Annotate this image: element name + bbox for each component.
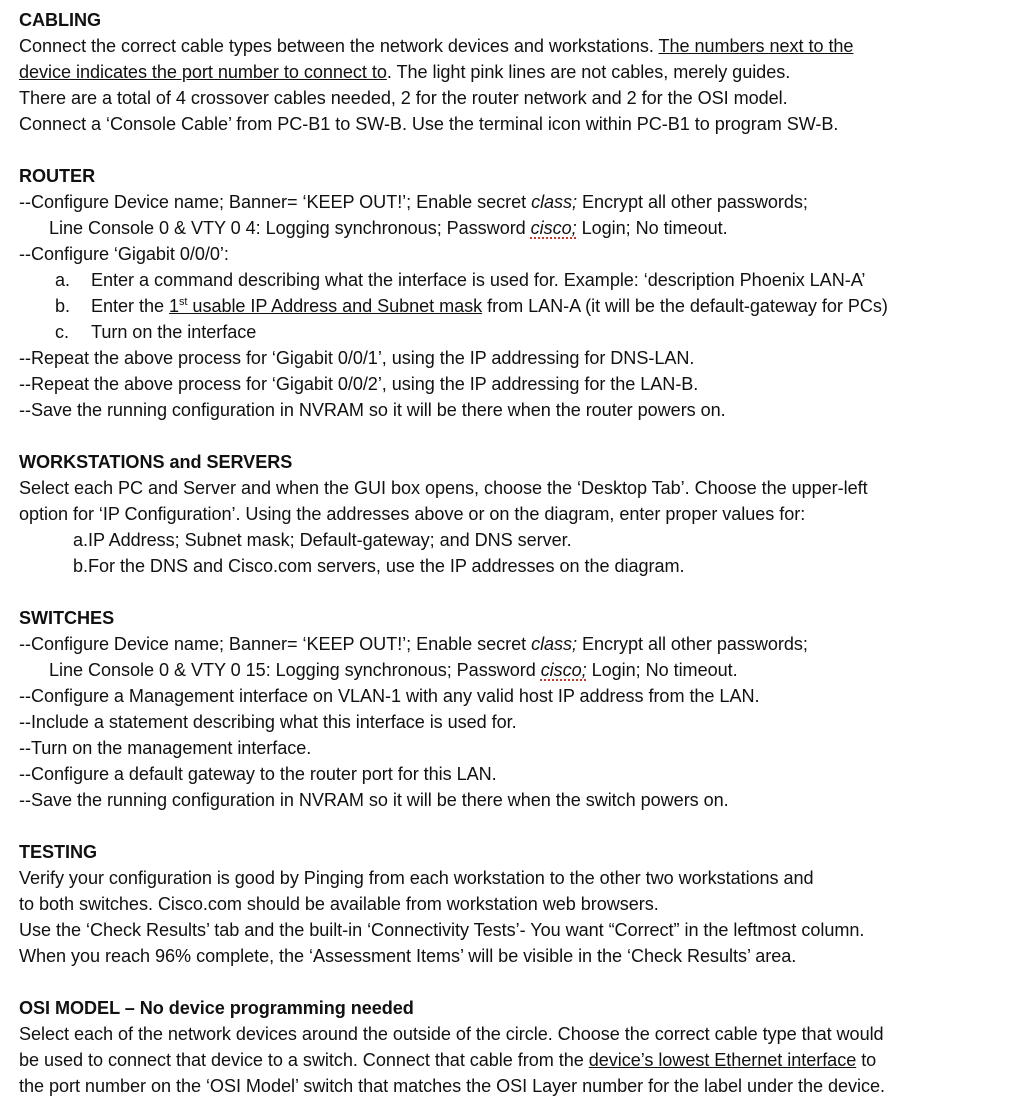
router-line-2-tail: Login; No timeout. [576, 218, 728, 238]
router-password-word: cisco; [530, 218, 577, 238]
router-step-b-label: b. [55, 296, 70, 316]
router-step-c-label: c. [55, 322, 69, 342]
router-line-2-text: Line Console 0 & VTY 0 4: Logging synchronous; Password [49, 218, 531, 238]
spacer [19, 579, 1020, 605]
spacer [19, 969, 1020, 995]
cabling-heading: CABLING [19, 10, 102, 30]
osi-line-2-text: be used to connect that device to a switch. Connect that cable from the [19, 1050, 589, 1070]
testing-line-1: Verify your configuration is good by Pinging from each workstation to the other two workstations and [19, 868, 814, 888]
router-line-4: --Repeat the above process for ‘Gigabit 0/0/1’, using the IP addressing for DNS-LAN. [19, 348, 695, 368]
osi-line-3: the port number on the ‘OSI Model’ switch that matches the OSI Layer number for the label under the device. [19, 1076, 885, 1096]
router-step-b-text: Enter the [91, 296, 169, 316]
cabling-line-2 [19, 59, 1020, 85]
switches-line-3: --Configure a Management interface on VLAN-1 with any valid host IP address from the LAN. [19, 686, 760, 706]
router-step-c-text: Turn on the interface [91, 322, 257, 342]
workstations-line-1: Select each PC and Server and when the GUI box opens, choose the ‘Desktop Tab’. Choose the upper-left [19, 478, 868, 498]
switches-line-6: --Configure a default gateway to the router port for this LAN. [19, 764, 497, 784]
cabling-line-1-underlined: The numbers next to the [658, 36, 854, 56]
router-line-6: --Save the running configuration in NVRAM so it will be there when the router powers on. [19, 400, 726, 420]
router-step-b-ordinal-suffix: st [178, 295, 188, 308]
router-step-b-ordinal: 1 [168, 296, 179, 316]
router-step-a-label: a. [55, 270, 70, 290]
router-line-1-tail: Encrypt all other passwords; [577, 192, 808, 212]
router-step-b-tail: from LAN-A (it will be the default-gateway for PCs) [482, 296, 888, 316]
cabling-line-3: There are a total of 4 crossover cables needed, 2 for the router network and 2 for the OSI model. [19, 88, 788, 108]
router-heading: ROUTER [19, 166, 96, 186]
router-step-b-underlined [169, 296, 482, 316]
switches-password-word: cisco; [540, 660, 587, 680]
router-line-1-text: --Configure Device name; Banner= ‘KEEP OUT!’; Enable secret [19, 192, 532, 212]
cabling-line-4: Connect a ‘Console Cable’ from PC-B1 to SW-B. Use the terminal icon within PC-B1 to program SW-B. [19, 114, 839, 134]
router-step-a-text: Enter a command describing what the interface is used for. Example: ‘description Phoenix LAN-A’ [91, 270, 866, 290]
switches-line-5: --Turn on the management interface. [19, 738, 312, 758]
router-line-1 [19, 189, 1020, 215]
testing-line-3: Use the ‘Check Results’ tab and the built-in ‘Connectivity Tests’- You want “Correct” in the leftmost column. [19, 920, 865, 940]
workstations-item-b: b.For the DNS and Cisco.com servers, use the IP addresses on the diagram. [73, 556, 685, 576]
switches-line-2-tail: Login; No timeout. [586, 660, 738, 680]
switches-line-1-text: --Configure Device name; Banner= ‘KEEP OUT!’; Enable secret [19, 634, 532, 654]
router-step-b [19, 293, 1020, 319]
cabling-line-2-underlined: device indicates the port number to connect to [19, 62, 387, 82]
cabling-line-1 [19, 33, 1020, 59]
switches-heading: SWITCHES [19, 608, 115, 628]
switches-line-4: --Include a statement describing what this interface is used for. [19, 712, 517, 732]
spacer [19, 423, 1020, 449]
spacer [19, 137, 1020, 163]
osi-line-2-tail: to [856, 1050, 877, 1070]
router-step-c [19, 319, 1020, 345]
switches-line-7: --Save the running configuration in NVRAM so it will be there when the switch powers on. [19, 790, 729, 810]
switches-line-1 [19, 631, 1020, 657]
testing-heading: TESTING [19, 842, 98, 862]
osi-line-2 [19, 1047, 1020, 1073]
switches-secret-word: class; [531, 634, 578, 654]
osi-heading: OSI MODEL – No device programming needed [19, 998, 414, 1018]
router-line-3: --Configure ‘Gigabit 0/0/0’: [19, 244, 229, 264]
router-line-5: --Repeat the above process for ‘Gigabit 0/0/2’, using the IP addressing for the LAN-B. [19, 374, 699, 394]
switches-line-2-text: Line Console 0 & VTY 0 15: Logging synchronous; Password [49, 660, 541, 680]
router-secret-word: class; [531, 192, 578, 212]
osi-line-1: Select each of the network devices around the outside of the circle. Choose the correct cable type that would [19, 1024, 884, 1044]
spacer [19, 813, 1020, 839]
workstations-line-2: option for ‘IP Configuration’. Using the addresses above or on the diagram, enter proper values for: [19, 504, 806, 524]
workstations-heading: WORKSTATIONS and SERVERS [19, 452, 293, 472]
switches-line-1-tail: Encrypt all other passwords; [577, 634, 808, 654]
cabling-line-1-text: Connect the correct cable types between the network devices and workstations. [19, 36, 659, 56]
workstations-item-a: a.IP Address; Subnet mask; Default-gateway; and DNS server. [73, 530, 572, 550]
switches-line-2 [19, 657, 1020, 683]
router-step-b-underlined-text: usable IP Address and Subnet mask [187, 296, 483, 316]
cabling-line-2-text: . The light pink lines are not cables, merely guides. [386, 62, 791, 82]
testing-line-4: When you reach 96% complete, the ‘Assessment Items’ will be visible in the ‘Check Results’ area. [19, 946, 797, 966]
testing-line-2: to both switches. Cisco.com should be available from workstation web browsers. [19, 894, 659, 914]
router-line-2 [19, 215, 1020, 241]
router-step-a [19, 267, 1020, 293]
osi-line-2-underlined: device’s lowest Ethernet interface [588, 1050, 857, 1070]
